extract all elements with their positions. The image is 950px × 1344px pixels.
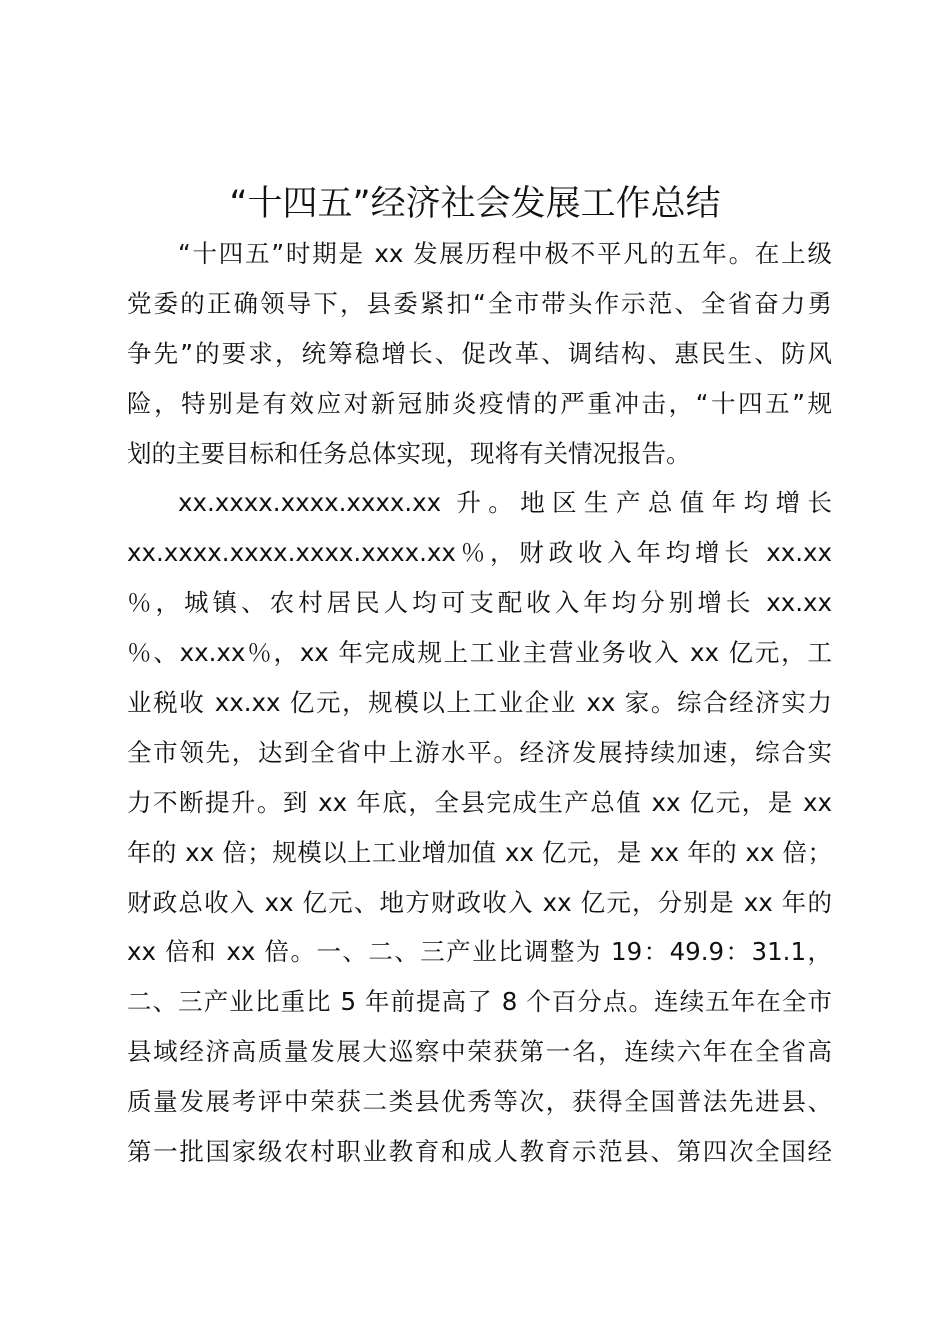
paragraph-line: ％，城镇、农村居民人均可支配收入年均分别增长 xx.xx [127,588,832,617]
paragraph-line: 业税收 xx.xx 亿元，规模以上工业企业 xx 家。综合经济实力 [127,688,832,717]
paragraph-line: 县域经济高质量发展大巡察中荣获第一名，连续六年在全省高 [127,1037,832,1066]
paragraph-line: 争先”的要求，统筹稳增长、促改革、调结构、惠民生、防风 [127,339,832,368]
paragraph-line: xx 倍和 xx 倍。一、二、三产业比调整为 19：49.9：31.1， [127,937,832,966]
paragraph-line: 划的主要目标和任务总体实现，现将有关情况报告。 [127,439,691,468]
paragraph-line: 党委的正确领导下，县委紧扣“全市带头作示范、全省奋力勇 [127,289,832,318]
paragraph-line: 力不断提升。到 xx 年底，全县完成生产总值 xx 亿元，是 xx [127,788,832,817]
paragraph-line: 第一批国家级农村职业教育和成人教育示范县、第四次全国经 [127,1137,832,1166]
paragraph-line: xx.xxxx.xxxx.xxxx.xx 升。地区生产总值年均增长 [178,488,832,517]
paragraph-line: 年的 xx 倍；规模以上工业增加值 xx 亿元，是 xx 年的 xx 倍； [127,838,832,867]
paragraph-line: 二、三产业比重比 5 年前提高了 8 个百分点。连续五年在全市 [127,987,832,1016]
paragraph-line: 全市领先，达到全省中上游水平。经济发展持续加速，综合实 [127,738,832,767]
document-title: “十四五”经济社会发展工作总结 [229,184,721,224]
paragraph-line: 险，特别是有效应对新冠肺炎疫情的严重冲击，“十四五”规 [127,389,832,418]
paragraph-line: 质量发展考评中荣获二类县优秀等次，获得全国普法先进县、 [127,1087,832,1116]
paragraph-line: xx.xxxx.xxxx.xxxx.xxxx.xx％，财政收入年均增长 xx.xx [127,538,832,567]
paragraph-line: 财政总收入 xx 亿元、地方财政收入 xx 亿元，分别是 xx 年的 [127,888,832,917]
paragraph-line: “十四五”时期是 xx 发展历程中极不平凡的五年。在上级 [178,239,832,268]
paragraph-line: ％、xx.xx％，xx 年完成规上工业主营业务收入 xx 亿元，工 [127,638,832,667]
